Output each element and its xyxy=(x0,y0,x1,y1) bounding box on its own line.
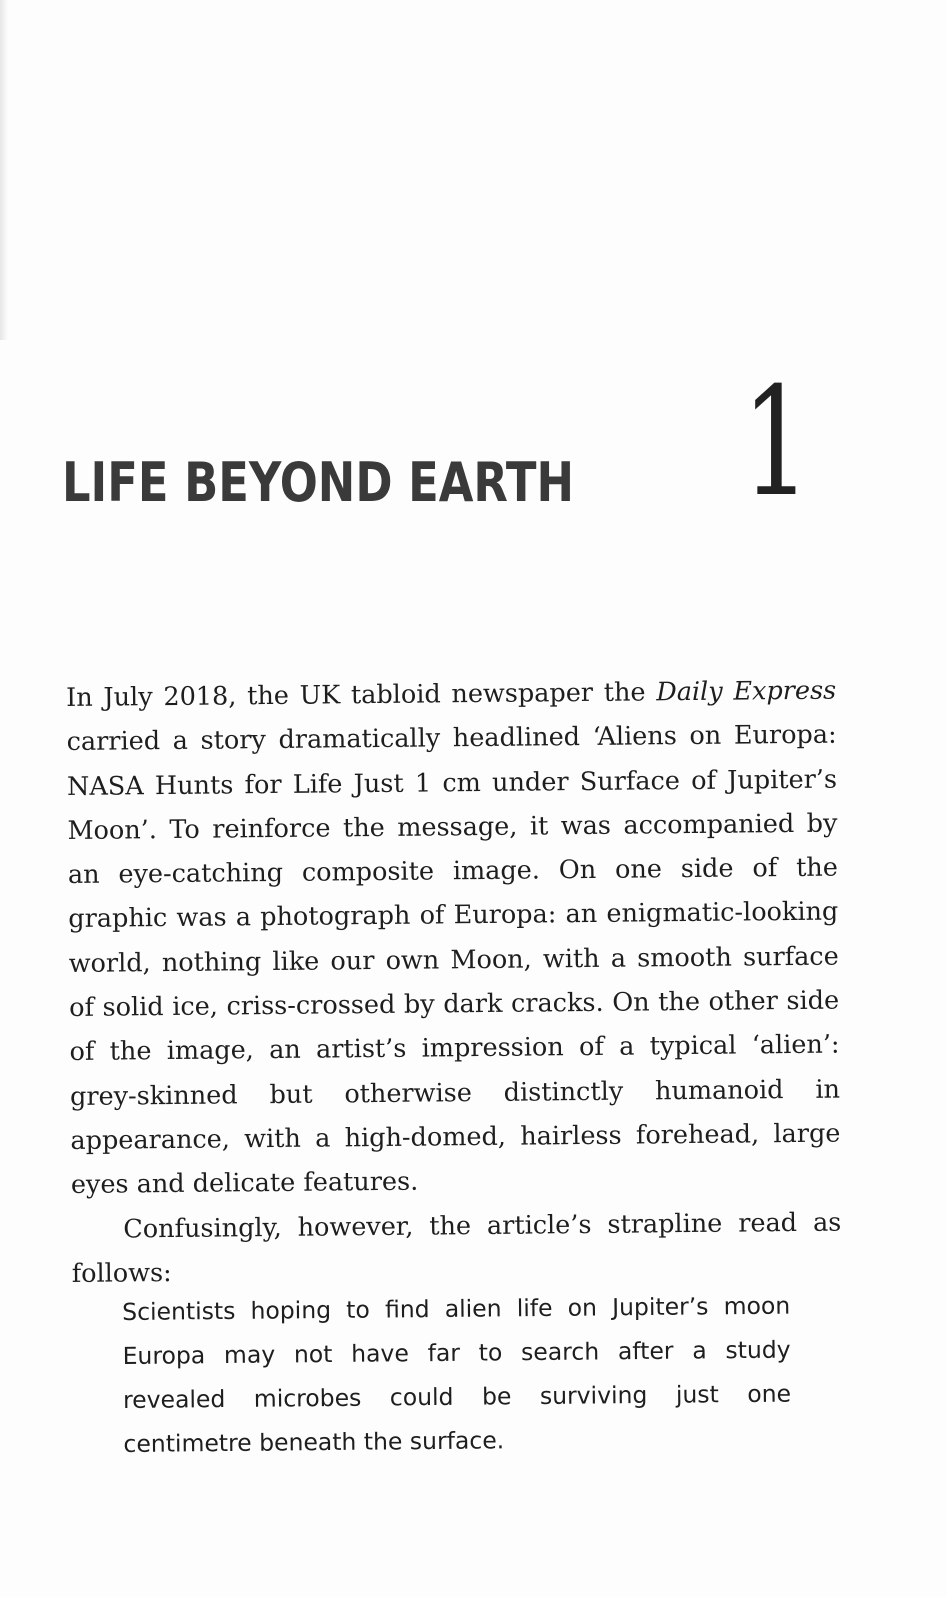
body-text xyxy=(66,669,842,1297)
newspaper-name: Daily Express xyxy=(656,675,837,708)
paragraph-1-rest: carried a story dramatically headlined ‘Aliens on Europa: NASA Hunts for Life Just 1 cm under Surface of Jupiter’s Moon’. To reinforce the message, it was accompanied by an eye-catching composite image. On one side of the graphic was a photograph of Europa: an enigmatic-looking world, nothing like our own Moon, with a smooth surface of solid ice, criss-crossed by dark cracks. On the other side of the image, an artist’s impression of a typical ‘alien’: grey-skinned but otherwise distinctly humanoid in appearance, with a high-domed, hairless forehead, large eyes and delicate features. xyxy=(66,719,841,1201)
paragraph-1-start: In July 2018, the UK tabloid newspaper the xyxy=(66,677,657,713)
block-quote xyxy=(122,1284,792,1466)
chapter-title: LIFE BEYOND EARTH xyxy=(62,451,575,514)
page-edge-shadow xyxy=(0,0,8,340)
paragraph-1 xyxy=(66,669,841,1208)
paragraph-2: Confusingly, however, the article’s strapline read as follows: xyxy=(71,1207,842,1289)
chapter-number: 1 xyxy=(742,356,808,530)
quote-text: Scientists hoping to find alien life on Jupiter’s moon Europa may not have far to search after a study revealed microbes could be surviving just one centimetre beneath the surface. xyxy=(122,1291,792,1458)
